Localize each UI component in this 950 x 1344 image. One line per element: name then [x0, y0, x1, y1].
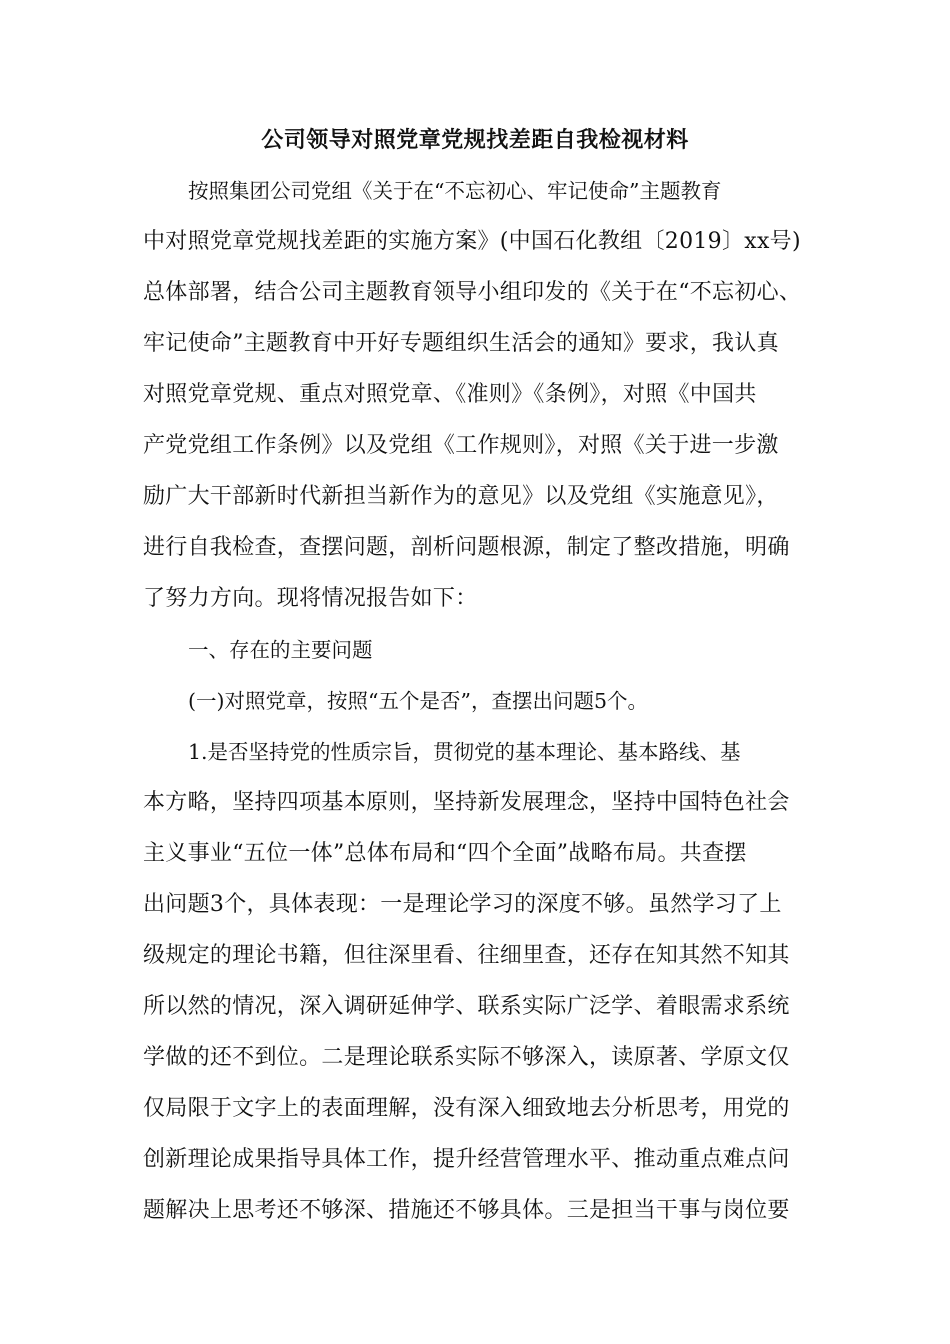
paragraph-line: 学做的还不到位。二是理论联系实际不够深入，读原著、学原文仅 [143, 1045, 790, 1070]
paragraph-line: 总体部署，结合公司主题教育领导小组印发的《关于在“不忘初心、 [143, 280, 802, 305]
paragraph-line: 主义事业“五位一体”总体布局和“四个全面”战略布局。共查摆 [143, 841, 747, 866]
paragraph-line: 了努力方向。现将情况报告如下： [143, 586, 478, 611]
paragraph-line: 出问题3个，具体表现：一是理论学习的深度不够。虽然学习了上 [143, 892, 782, 917]
paragraph-line: 所以然的情况，深入调研延伸学、联系实际广泛学、着眼需求系统 [143, 994, 790, 1019]
paragraph-line: 级规定的理论书籍，但往深里看、往细里查，还存在知其然不知其 [143, 943, 790, 968]
paragraph-line: 产党党组工作条例》以及党组《工作规则》，对照《关于进一步激 [143, 433, 779, 458]
paragraph-line: 进行自我检查，查摆问题，剖析问题根源，制定了整改措施，明确 [143, 535, 790, 560]
section-heading: 一、存在的主要问题 [188, 638, 373, 662]
paragraph-line: 本方略，坚持四项基本原则，坚持新发展理念，坚持中国特色社会 [143, 790, 790, 815]
paragraph-line: 按照集团公司党组《关于在“不忘初心、牢记使命”主题教育 [188, 179, 722, 203]
paragraph-line: 题解决上思考还不够深、措施还不够具体。三是担当干事与岗位要 [143, 1198, 790, 1223]
paragraph-line: 励广大干部新时代新担当新作为的意见》以及党组《实施意见》， [143, 484, 779, 509]
paragraph-line: 中对照党章党规找差距的实施方案》(中国石化教组〔2019〕xx号) [143, 229, 801, 254]
paragraph-line: 1.是否坚持党的性质宗旨，贯彻党的基本理论、基本路线、基 [188, 740, 741, 764]
paragraph-line: 牢记使命”主题教育中开好专题组织生活会的通知》要求，我认真 [143, 331, 779, 356]
paragraph-line: 仅局限于文字上的表面理解，没有深入细致地去分析思考，用党的 [143, 1096, 790, 1121]
document-title: 公司领导对照党章党规找差距自我检视材料 [261, 127, 689, 153]
paragraph-line: 创新理论成果指导具体工作，提升经营管理水平、推动重点难点问 [143, 1147, 790, 1172]
paragraph-line: 对照党章党规、重点对照党章、《准则》《条例》，对照《中国共 [143, 382, 757, 407]
subsection-heading: (一)对照党章，按照“五个是否”，查摆出问题5个。 [188, 689, 648, 713]
